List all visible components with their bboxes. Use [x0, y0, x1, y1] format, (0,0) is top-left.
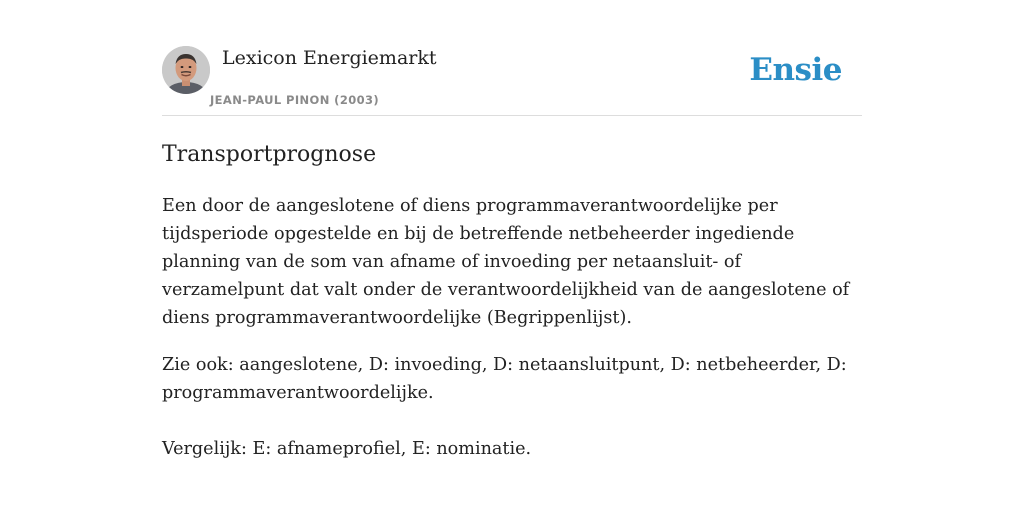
author-avatar[interactable] [162, 46, 210, 94]
entry-content [162, 192, 862, 463]
header [162, 46, 862, 116]
entry-see-also: Zie ook: aangeslotene, D: invoeding, D: netaansluitpunt, D: netbeheerder, D: programmaverantwoordelijke. [162, 355, 847, 403]
author-name[interactable]: JEAN-PAUL PINON (2003) [210, 93, 380, 107]
entry-compare: Vergelijk: E: afnameprofiel, E: nominatie. [162, 439, 532, 459]
entry-term: Transportprognose [162, 142, 377, 167]
brand-logo[interactable]: Ensie [749, 52, 842, 88]
entry-definition: Een door de aangeslotene of diens programmaverantwoordelijke per tijdsperiode opgestelde en bij de betreffende netbeheerder ingediende planning van de som van afname of invoeding per netaansluit- of verzamelpunt dat valt onder de verantwoordelijkheid van de aangeslotene of diens programmaverantwoordelijke (Begrippenlijst). [162, 196, 850, 328]
book-title[interactable]: Lexicon Energiemarkt [222, 47, 437, 69]
author-portrait-icon [162, 46, 210, 94]
page [162, 0, 862, 512]
